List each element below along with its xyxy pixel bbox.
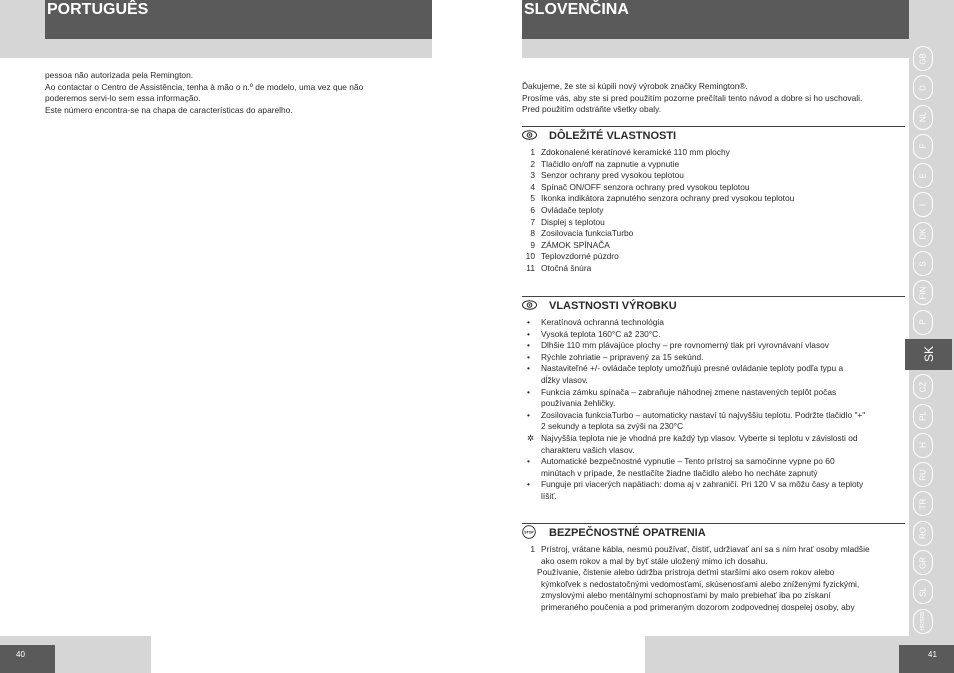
bullet-mark: • xyxy=(527,363,530,374)
bullet-mark: • xyxy=(527,386,530,397)
bullet-line: Funkcia zámku spínača – zabraňuje náhodnej zmene nastavených teplôt počas xyxy=(541,386,837,397)
product-bullets xyxy=(522,317,902,503)
bullet-mark: • xyxy=(527,328,530,339)
item-number: 10 xyxy=(525,251,535,262)
section-title: DÔLEŽITÉ VLASTNOSTI xyxy=(549,130,677,142)
bullet-mark: • xyxy=(527,351,530,362)
language-label: D xyxy=(918,84,928,91)
paragraph: Ďakujeme, že ste si kúpili nový výrobok značky Remington®. xyxy=(522,81,748,91)
paragraph: pessoa não autorizada pela Remington. xyxy=(45,70,194,80)
bullet-line: Funguje pri viacerých napätiach: doma aj v zahraničí. Pri 120 V sa môžu časy a teploty xyxy=(541,479,864,490)
section-features xyxy=(522,126,905,144)
stop-icon xyxy=(522,525,536,539)
item-number: 1 xyxy=(530,147,535,157)
safety-line xyxy=(522,556,902,568)
language-tab-h[interactable] xyxy=(913,433,933,458)
bullet-line: Vysoká teplota 160°C až 230°C. xyxy=(541,328,661,339)
safety-line xyxy=(522,602,902,614)
item-number: 11 xyxy=(526,262,535,273)
language-tab-tr[interactable] xyxy=(913,491,933,516)
bullet-item xyxy=(522,387,902,410)
item-text: kýmkoľvek s nedostatočnými vedomosťami, skúsenosťami alebo zníženými fyzickými, xyxy=(541,578,860,589)
bullet-item xyxy=(522,363,902,386)
item-text: zmyslovými alebo mentálnymi schopnosťami by malo prebiehať iba po získaní xyxy=(541,590,831,601)
list-item xyxy=(522,228,902,240)
language-label: P xyxy=(918,319,928,325)
footer-page-left xyxy=(0,645,55,673)
bullet-line: charakteru vašich vlasov. xyxy=(541,444,635,455)
item-number: 8 xyxy=(530,228,535,239)
language-label: TR xyxy=(918,498,928,510)
paragraph: Este número encontra-se na chapa de características do aparelho. xyxy=(45,104,293,115)
item-number: 3 xyxy=(530,170,535,181)
language-tab-i[interactable] xyxy=(913,192,933,217)
bullet-item xyxy=(522,479,902,502)
bullet-item xyxy=(522,433,902,456)
safety-line xyxy=(522,567,902,579)
language-tab-gb[interactable] xyxy=(913,46,933,71)
language-tab-p[interactable] xyxy=(913,310,933,335)
language-label: DK xyxy=(918,228,928,240)
bullet-mark: • xyxy=(527,456,530,467)
language-tab-hr-srb[interactable] xyxy=(913,609,933,634)
language-tab-s[interactable] xyxy=(913,251,933,276)
list-item xyxy=(522,147,902,159)
language-label: NL xyxy=(918,111,928,123)
bullet-line: minútach v prípade, že nestlačíte žiadne tlačidlo alebo ho necháte zapnutý xyxy=(541,467,818,478)
list-item xyxy=(522,205,902,217)
language-label: E xyxy=(918,173,928,179)
language-label: PL xyxy=(918,411,928,421)
center-gap xyxy=(432,0,522,58)
language-label: HR/SRB xyxy=(920,611,926,631)
page-title-right: SLOVENČINA xyxy=(522,0,909,39)
bullet-mark: • xyxy=(527,317,530,327)
list-item xyxy=(522,240,902,252)
language-label: CZ xyxy=(918,381,928,393)
item-text: Používanie, čistenie alebo údržba prístroja deťmi staršími ako osem rokov alebo xyxy=(537,567,835,578)
safety-line xyxy=(522,544,902,556)
bullet-line: dĺžky vlasov. xyxy=(541,374,588,385)
list-item xyxy=(522,170,902,182)
language-tabs xyxy=(909,46,939,667)
bullet-item xyxy=(522,410,902,433)
item-text: Teplovzdorné púzdro xyxy=(541,251,619,262)
safety-list xyxy=(522,544,902,614)
item-text: Ikonka indikátora zapnutého senzora ochrany pred vysokou teplotou xyxy=(541,193,795,204)
list-item xyxy=(522,217,902,229)
page-number: 40 xyxy=(16,650,25,659)
list-item xyxy=(522,263,902,275)
language-label: RO xyxy=(918,527,928,540)
language-tab-ro[interactable] xyxy=(913,521,933,546)
bullet-line: používania žehličky. xyxy=(541,398,616,409)
safety-line xyxy=(522,590,902,602)
language-tab-ru[interactable] xyxy=(913,462,933,487)
paragraph: Prosíme vás, aby ste si pred použitím pozorne prečítali tento návod a dobre si ho uschovali. xyxy=(522,92,863,103)
list-item xyxy=(522,251,902,263)
section-product xyxy=(522,296,905,314)
bullet-mark: • xyxy=(527,409,530,420)
language-tab-pl[interactable] xyxy=(913,404,933,429)
section-title: BEZPEČNOSTNÉ OPATRENIA xyxy=(549,527,706,539)
bullet-line: Najvyššia teplota nie je vhodná pre každý typ vlasov. Vyberte si teplotu v závislosti od xyxy=(541,432,858,443)
stop-icon-text: STOP xyxy=(524,530,534,535)
item-number: 9 xyxy=(530,239,535,250)
item-text: Zosilovacia funkciaTurbo xyxy=(541,228,634,239)
language-tab-f[interactable] xyxy=(913,134,933,159)
list-item xyxy=(522,182,902,194)
safety-line xyxy=(522,579,902,591)
right-intro-text xyxy=(522,81,907,116)
item-text: Otočná šnúra xyxy=(541,262,592,273)
bullet-mark: ✲ xyxy=(527,432,535,443)
page-title-left: PORTUGUÊS xyxy=(45,0,432,39)
bullet-line: Keratínová ochranná technológia xyxy=(541,317,664,327)
paragraph: Ao contactar o Centro de Assistência, tenha à mão o n.º de modelo, uma vez que não xyxy=(45,81,364,92)
page-number: 41 xyxy=(928,650,937,659)
bullet-mark: • xyxy=(527,340,530,351)
language-tab-gr[interactable] xyxy=(913,550,933,575)
language-tab-sk[interactable] xyxy=(905,339,952,370)
bullet-item xyxy=(522,352,902,364)
item-number: 1 xyxy=(530,544,535,554)
item-number: 2 xyxy=(530,158,535,169)
language-label: SL xyxy=(918,586,928,597)
bullet-line: Zosilovacia funkciaTurbo – automaticky nastaví tú najvyššiu teplotu. Podržte tlačidlo "+" xyxy=(541,409,866,420)
language-label: H xyxy=(918,442,928,449)
item-text: Ovládače teploty xyxy=(541,204,604,215)
language-label: I xyxy=(918,203,928,207)
footer-page-right xyxy=(899,645,954,673)
language-tab-d[interactable] xyxy=(913,75,933,100)
bullet-mark: • xyxy=(527,479,530,490)
language-tab-dk[interactable] xyxy=(913,222,933,247)
bullet-line: 2 sekundy a teplota sa zvýši na 230°C xyxy=(541,421,684,432)
language-label: GB xyxy=(918,52,928,65)
bullet-item xyxy=(522,317,902,329)
eye-icon xyxy=(522,300,537,310)
item-number: 5 xyxy=(530,193,535,204)
language-tab-e[interactable] xyxy=(913,163,933,188)
features-list xyxy=(522,147,902,275)
item-text: ZÁMOK SPÍNAČA xyxy=(541,239,610,250)
language-label: S xyxy=(918,260,928,267)
paragraph: Pred použitím odstráňte všetky obaly. xyxy=(522,104,662,114)
language-tab-fin[interactable] xyxy=(913,280,933,305)
language-label: FIN xyxy=(918,286,928,300)
bullet-line: Automatické bezpečnostné vypnutie – Tento prístroj sa samočinne vypne po 60 xyxy=(541,456,835,467)
language-tab-sl[interactable] xyxy=(913,579,933,604)
item-number: 6 xyxy=(530,204,535,215)
item-text: Zdokonalené keratínové keramické 110 mm plochy xyxy=(541,147,730,157)
language-label: RU xyxy=(918,468,928,481)
bullet-item xyxy=(522,340,902,352)
language-label: SK xyxy=(921,346,936,363)
bullet-line: Dlhšie 110 mm plávajúce plochy – pre rovnomerný tlak pri vyrovnávaní vlasov xyxy=(541,340,829,351)
language-tab-nl[interactable] xyxy=(913,105,933,130)
eye-icon xyxy=(522,130,537,140)
left-body-text xyxy=(45,70,425,116)
language-tab-cz[interactable] xyxy=(913,374,933,399)
item-text: Spínač ON/OFF senzora ochrany pred vysokou teplotou xyxy=(541,181,750,192)
bullet-line: Rýchle zohriatie – pripravený za 15 sekúnd. xyxy=(541,351,704,362)
item-text: Senzor ochrany pred vysokou teplotou xyxy=(541,170,684,181)
list-item xyxy=(522,193,902,205)
item-text: primeraného poučenia a pod primeraným dozorom zodpovednej dospelej osoby, aby xyxy=(541,601,855,612)
bullet-line: Nastaviteľné +/- ovládače teploty umožňujú presné ovládanie teploty podľa typu a xyxy=(541,363,844,374)
bullet-item xyxy=(522,329,902,341)
section-safety xyxy=(522,523,905,541)
paragraph: poderemos servi-lo sem essa informação. xyxy=(45,93,201,103)
language-label: F xyxy=(918,143,928,149)
list-item xyxy=(522,159,902,171)
item-text: Tlačidlo on/off na zapnutie a vypnutie xyxy=(541,158,680,169)
bullet-item xyxy=(522,456,902,479)
language-label: GR xyxy=(918,556,928,569)
item-text: ako osem rokov a mal by byť stále uložený mimo ich dosahu. xyxy=(541,555,768,566)
item-text: Displej s teplotou xyxy=(541,216,605,227)
item-number: 7 xyxy=(530,216,535,227)
bullet-line: líšiť. xyxy=(541,490,557,501)
item-number: 4 xyxy=(530,181,535,192)
item-text: Prístroj, vrátane kábla, nesmú používať, čistiť, udržiavať ani sa s ním hrať osoby mladšie xyxy=(541,544,870,554)
section-title: VLASTNOSTI VÝROBKU xyxy=(549,300,677,312)
